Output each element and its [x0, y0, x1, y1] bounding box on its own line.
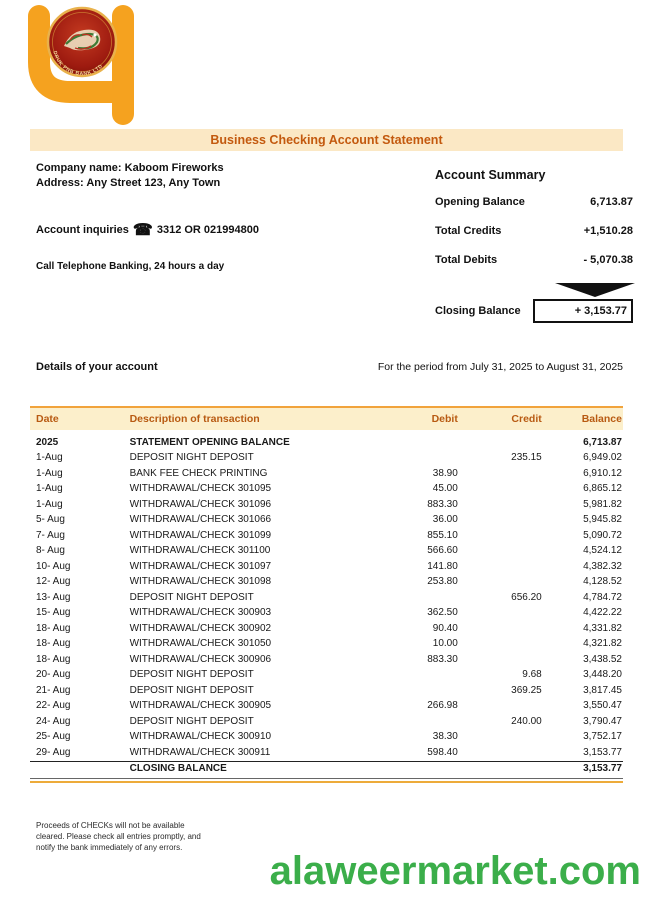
table-row: 18- Aug WITHDRAWAL/CHECK 300906 883.30 3,438.52	[36, 653, 622, 665]
table-row: 1-Aug WITHDRAWAL/CHECK 301096 883.30 5,981.82	[36, 498, 622, 510]
statement-period: For the period from July 31, 2025 to August 31, 2025	[377, 361, 623, 373]
footer-note-line: notify the bank immediately of any errors.	[36, 843, 183, 852]
account-summary-heading: Account Summary	[435, 168, 546, 182]
closing-balance-row	[435, 299, 633, 323]
down-arrow-icon	[555, 283, 635, 297]
bank-name-curved-text: DRUK PNB BANK LTD	[51, 50, 105, 78]
table-row: 21- Aug DEPOSIT NIGHT DEPOSIT 369.25 3,817.45	[36, 684, 622, 696]
col-header-credit: Credit	[458, 407, 542, 433]
account-inquiries-line	[36, 221, 259, 239]
table-bottom-divider	[30, 778, 623, 779]
details-header-row	[30, 361, 623, 373]
company-name-line: Company name: Kaboom Fireworks	[36, 162, 224, 174]
opening-balance-label: Opening Balance	[435, 196, 525, 208]
total-credits-label: Total Credits	[435, 225, 502, 237]
closing-balance-label: Closing Balance	[435, 305, 521, 317]
table-bottom-rule	[30, 781, 623, 783]
inquiries-numbers: 3312 OR 021994800	[156, 224, 259, 236]
col-header-description: Description of transaction	[130, 407, 363, 433]
table-row: 24- Aug DEPOSIT NIGHT DEPOSIT 240.00 3,790.47	[36, 715, 622, 727]
transactions-body	[30, 433, 623, 778]
opening-balance-value: 6,713.87	[590, 196, 633, 208]
closing-balance-value: + 3,153.77	[533, 299, 633, 323]
col-header-debit: Debit	[362, 407, 458, 433]
transactions-table	[30, 406, 623, 777]
table-row: 18- Aug WITHDRAWAL/CHECK 300902 90.40 4,331.82	[36, 622, 622, 634]
table-header-row	[30, 407, 623, 433]
summary-row-debits	[435, 254, 633, 266]
statement-title-band	[30, 129, 623, 151]
watermark-text: alaweermarket.com	[269, 849, 641, 893]
bank-logo-glyph	[20, 4, 145, 126]
footer-note-line: Proceeds of CHECKs will not be available	[36, 821, 185, 830]
footer-note-line: cleared. Please check all entries promptly, and	[36, 832, 201, 841]
table-row: 1-Aug BANK FEE CHECK PRINTING 38.90 6,910.12	[36, 467, 622, 479]
table-row: 22- Aug WITHDRAWAL/CHECK 300905 266.98 3,550.47	[36, 700, 622, 712]
footer-note	[36, 820, 201, 853]
statement-title: Business Checking Account Statement	[210, 133, 443, 147]
details-heading: Details of your account	[36, 361, 158, 373]
table-row: 29- Aug WITHDRAWAL/CHECK 300911 598.40 3,153.77	[36, 746, 622, 758]
transactions-table-wrap	[30, 406, 623, 783]
table-row: 20- Aug DEPOSIT NIGHT DEPOSIT 9.68 3,448.20	[36, 669, 622, 681]
table-row: 10- Aug WITHDRAWAL/CHECK 301097 141.80 4,382.32	[36, 560, 622, 572]
telephone-banking-note: Call Telephone Banking, 24 hours a day	[36, 261, 225, 272]
company-address-line: Address: Any Street 123, Any Town	[36, 177, 221, 189]
table-row: 1-Aug WITHDRAWAL/CHECK 301095 45.00 6,865.12	[36, 483, 622, 495]
table-row: 13- Aug DEPOSIT NIGHT DEPOSIT 656.20 4,784.72	[36, 591, 622, 603]
account-summary	[435, 168, 633, 283]
table-row: 12- Aug WITHDRAWAL/CHECK 301098 253.80 4,128.52	[36, 576, 622, 588]
inquiries-label: Account inquiries	[36, 224, 129, 236]
col-header-balance: Balance	[542, 407, 623, 433]
total-credits-value: +1,510.28	[583, 225, 633, 237]
table-row: 18- Aug WITHDRAWAL/CHECK 301050 10.00 4,321.82	[36, 638, 622, 650]
table-row: 25- Aug WITHDRAWAL/CHECK 300910 38.30 3,752.17	[36, 731, 622, 743]
table-row: 1-Aug DEPOSIT NIGHT DEPOSIT 235.15 6,949.02	[36, 452, 622, 464]
total-debits-label: Total Debits	[435, 254, 498, 266]
col-header-date: Date	[30, 407, 130, 433]
summary-row-opening	[435, 196, 633, 208]
bank-emblem	[48, 8, 116, 77]
table-row: 15- Aug WITHDRAWAL/CHECK 300903 362.50 4,422.22	[36, 607, 622, 619]
phone-icon: ☎	[132, 221, 153, 239]
company-info	[36, 161, 224, 191]
total-debits-value: - 5,070.38	[583, 254, 633, 266]
summary-row-credits	[435, 225, 633, 237]
bank-logo	[20, 4, 145, 126]
table-row: CLOSING BALANCE 3,153.77	[30, 761, 623, 777]
table-row: 2025 STATEMENT OPENING BALANCE 6,713.87	[36, 436, 622, 448]
table-row: 5- Aug WITHDRAWAL/CHECK 301066 36.00 5,945.82	[36, 514, 622, 526]
table-row: 8- Aug WITHDRAWAL/CHECK 301100 566.60 4,524.12	[36, 545, 622, 557]
table-row: 7- Aug WITHDRAWAL/CHECK 301099 855.10 5,090.72	[36, 529, 622, 541]
